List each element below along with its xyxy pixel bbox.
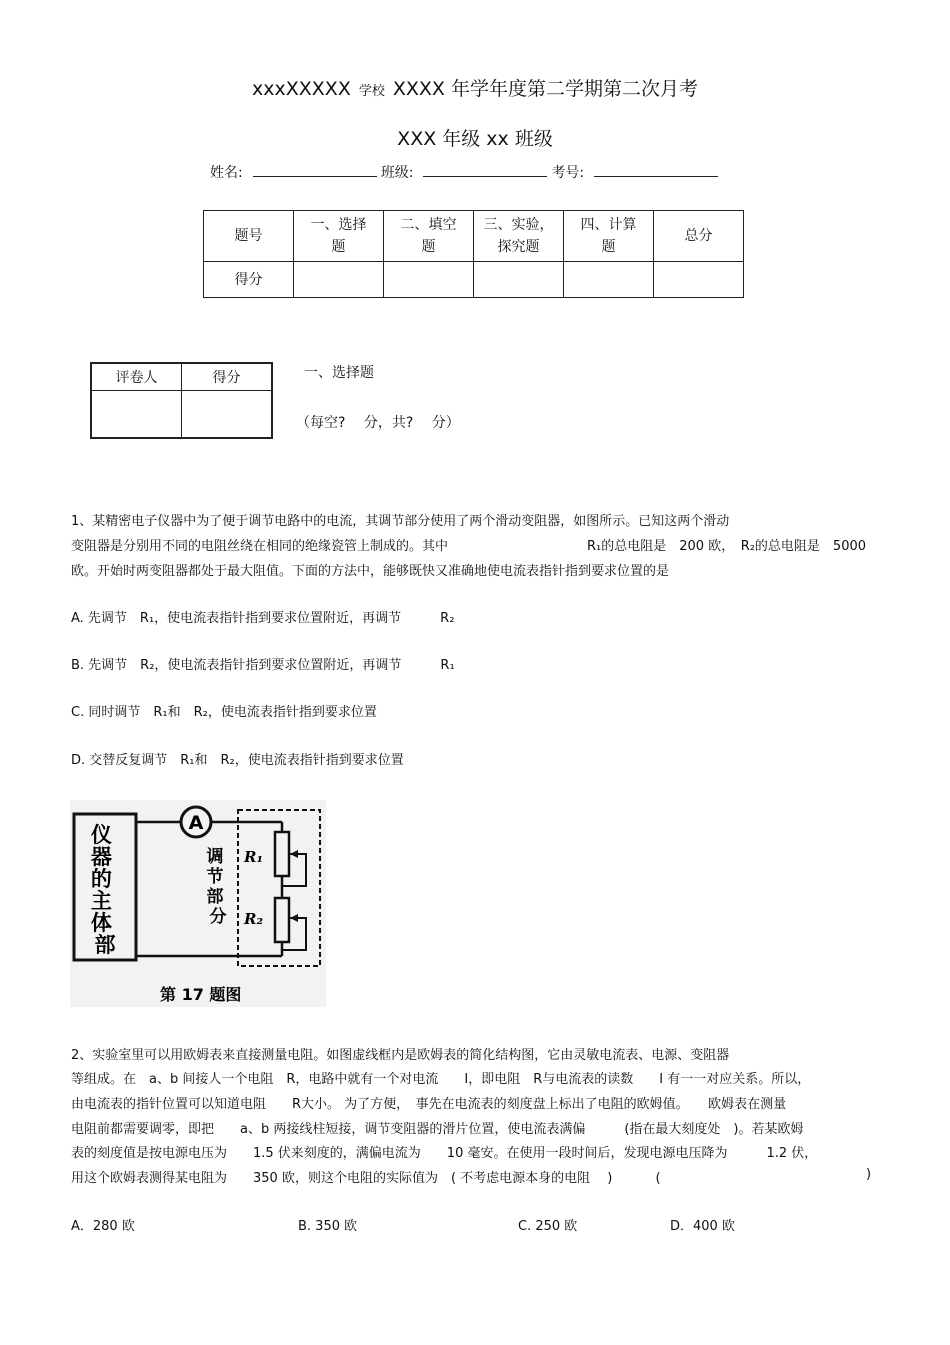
circuit-diagram	[70, 800, 326, 1007]
score-cell	[474, 262, 564, 298]
title-school-code: xxxXXXXX	[252, 78, 351, 100]
score-header-cell	[294, 211, 384, 262]
score-table	[203, 210, 744, 298]
name-blank	[253, 164, 377, 177]
name-label: 姓名:	[210, 165, 243, 181]
q1-option-d: D. 交替反复调节 R₁和 R₂，使电流表指针指到要求位置	[71, 753, 404, 768]
exam-title	[0, 74, 950, 101]
resistor-r2	[275, 898, 289, 942]
q1-line: 1、某精密电子仪器中为了便于调节电路中的电流，其调节部分使用了两个滑动变阻器，如图所示。已知这两个滑动	[71, 514, 730, 529]
score-header-label: 一、选择 题	[310, 217, 367, 255]
score-header-cell	[474, 211, 564, 262]
grader-score-label: 得分	[182, 363, 273, 391]
student-info-row	[210, 162, 722, 182]
grader-score-cell	[182, 391, 273, 439]
main-body-text: 仪 器 的 主 体 部	[90, 823, 116, 957]
q1-option-b: B. 先调节 R₂，使电流表指针指到要求位置附近，再调节 R₁	[71, 658, 455, 673]
score-cell	[294, 262, 384, 298]
q2-option-b: B. 350 欧	[298, 1219, 358, 1234]
grader-label: 评卷人	[91, 363, 182, 391]
score-header-cell	[564, 211, 654, 262]
score-header-cell	[384, 211, 474, 262]
title-term: XXXX 年学年度第二学期第二次月考	[392, 78, 698, 100]
ammeter-label: A	[188, 812, 204, 834]
q2-option-a: A．280 欧	[71, 1219, 135, 1234]
score-cell	[564, 262, 654, 298]
title-school-word: 学校	[358, 84, 385, 99]
exam-subtitle: XXX 年级 xx 班级	[397, 128, 553, 150]
circuit-figure	[70, 800, 326, 1007]
r2-label: R₂	[244, 910, 264, 928]
grader-cell	[91, 391, 182, 439]
score-header-cell: 题号	[204, 211, 294, 262]
q2-option-d: D．400 欧	[670, 1219, 735, 1234]
score-cell	[384, 262, 474, 298]
q2-line: 2、实验室里可以用欧姆表来直接测量电阻。如图虚线框内是欧姆表的简化结构图，它由灵敏电流表、电源、变阻器	[71, 1048, 730, 1063]
score-header-cell: 总分	[654, 211, 744, 262]
score-header-label: 二、填空 题	[400, 217, 457, 255]
score-header-label: 四、计算 题	[580, 217, 637, 255]
q1-line: R₁的总电阻是 200 欧， R₂的总电阻是 5000	[587, 539, 867, 554]
q2-option-c: C. 250 欧	[518, 1219, 578, 1234]
q2-line: 电阻前都需要调零，即把 a、b 两接线柱短接，调节变阻器的滑片位置，使电流表满偏 (指在最大刻度处 )。若某欧姆	[71, 1122, 804, 1137]
q1-line: 欧。开始时两变阻器都处于最大阻值。下面的方法中，能够既快又准确地使电流表指针指到要求位置的是	[71, 564, 670, 579]
q2-line: 用这个欧姆表测得某电阻为 350 欧，则这个电阻的实际值为 ( 不考虑电源本身的电阻 ) (	[71, 1171, 661, 1186]
q2-line: )	[866, 1167, 872, 1182]
grader-table	[90, 362, 273, 439]
score-cell	[654, 262, 744, 298]
q1-option-a: A. 先调节 R₁，使电流表指针指到要求位置附近，再调节 R₂	[71, 611, 455, 626]
exam-no-blank	[594, 164, 718, 177]
class-blank	[423, 164, 547, 177]
r1-label: R₁	[244, 848, 264, 866]
score-row-label: 得分	[204, 262, 294, 298]
q1-line: 变阻器是分别用不同的电阻丝绕在相同的绝缘瓷管上制成的。其中	[71, 539, 449, 554]
exam-no-label: 考号:	[551, 165, 585, 181]
figure-caption: 第 17 题图	[160, 985, 242, 1004]
section-note: （每空? 分，共? 分）	[296, 415, 460, 431]
resistor-r1	[275, 832, 289, 876]
adjust-text: 调 节 部 分	[206, 847, 227, 927]
class-label: 班级:	[380, 165, 414, 181]
section-title: 一、选择题	[304, 365, 374, 381]
q2-line: 等组成。在 a、b 间接人一个电阻 R，电路中就有一个对电流 I，即电阻 R与电流表的读数 I 有一一对应关系。所以，	[71, 1072, 811, 1087]
q2-line: 由电流表的指针位置可以知道电阻 R大小。 为了方便， 事先在电流表的刻度盘上标出了电阻的欧姆值。 欧姆表在测量	[71, 1097, 787, 1112]
q1-option-c: C. 同时调节 R₁和 R₂，使电流表指针指到要求位置	[71, 705, 377, 720]
q2-line: 表的刻度值是按电源电压为 1.5 伏来刻度的，满偏电流为 10 毫安。在使用一段时间后，发现电源电压降为 1.2 伏，	[71, 1146, 818, 1161]
score-header-label: 三、实验， 探究题	[483, 217, 554, 255]
